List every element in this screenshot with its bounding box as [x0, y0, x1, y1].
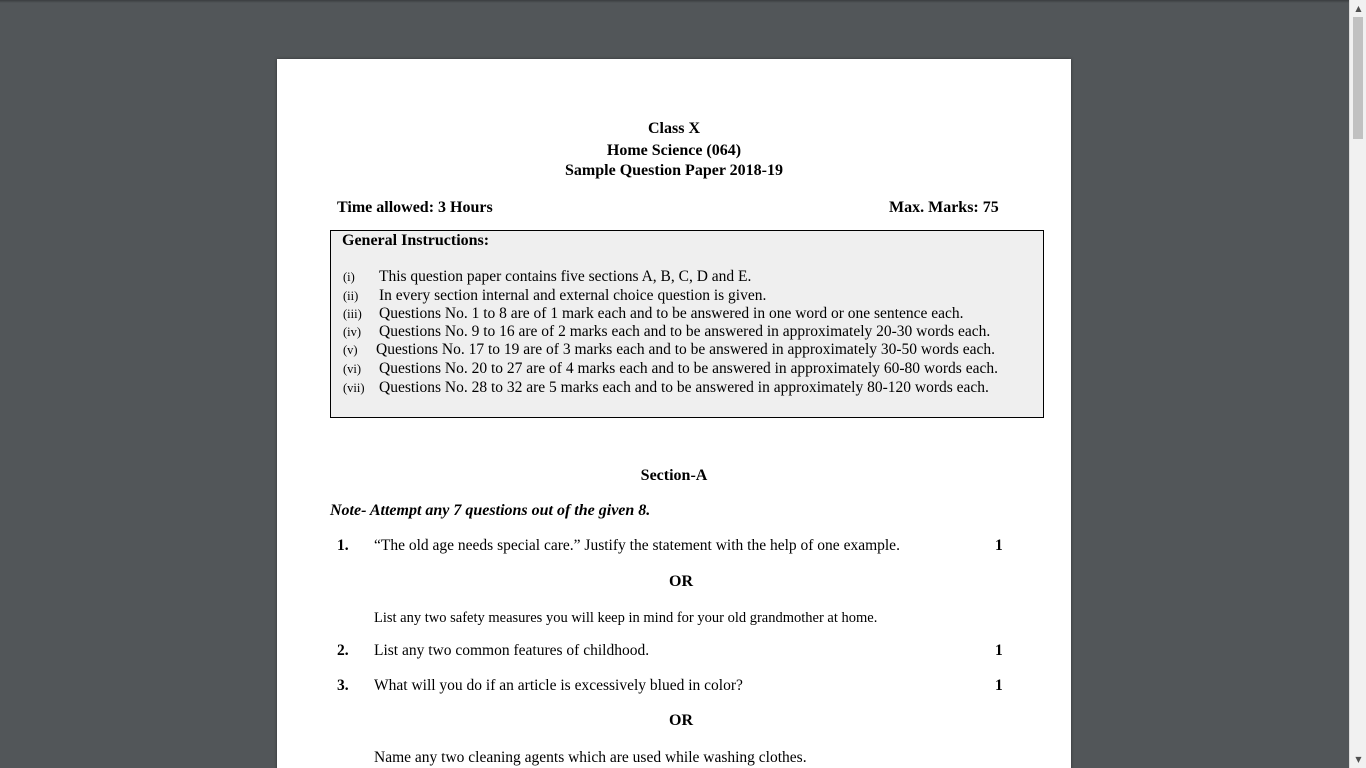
section-title: Section-A: [640, 467, 708, 484]
instruction-text: Questions No. 28 to 32 are 5 marks each and to be answered in approximately 80-120 words each.: [379, 379, 989, 396]
instruction-item: [343, 305, 964, 323]
instruction-number: (iii): [343, 307, 362, 321]
instruction-text: Questions No. 20 to 27 are of 4 marks each and to be answered in approximately 60-80 words each.: [379, 360, 998, 377]
subject-heading: Home Science (064): [606, 142, 742, 159]
instruction-number: (vi): [343, 362, 362, 376]
question-text: List any two common features of childhood.: [374, 642, 650, 659]
section-note: Note- Attempt any 7 questions out of the given 8.: [330, 502, 651, 519]
question-text: What will you do if an article is excessively blued in color?: [374, 677, 743, 694]
instruction-item: [343, 360, 998, 378]
scroll-up-icon[interactable]: ▲: [1355, 4, 1362, 13]
instruction-text: Questions No. 9 to 16 are of 2 marks each and to be answered in approximately 20-30 words each.: [379, 323, 991, 340]
alternative-question-text: Name any two cleaning agents which are used while washing clothes.: [374, 749, 807, 766]
instruction-number: (vii): [343, 381, 365, 395]
pdf-page: [277, 59, 1071, 768]
instruction-text: Questions No. 17 to 19 are of 3 marks each and to be answered in approximately 30-50 words each.: [376, 341, 995, 358]
alternative-question-text: List any two safety measures you will keep in mind for your old grandmother at home.: [374, 610, 878, 626]
vertical-scrollbar[interactable]: [1349, 0, 1366, 768]
question-marks: 1: [995, 537, 1003, 554]
instruction-item: [343, 287, 766, 305]
scrollbar-thumb[interactable]: [1353, 17, 1363, 139]
question-number: 2.: [337, 642, 349, 659]
max-marks: Max. Marks: 75: [889, 199, 999, 216]
time-allowed: Time allowed: 3 Hours: [337, 199, 493, 216]
question-marks: 1: [995, 677, 1003, 694]
instruction-number: (v): [343, 343, 358, 357]
instructions-title: General Instructions:: [342, 232, 490, 249]
question-marks: 1: [995, 642, 1003, 659]
instruction-text: This question paper contains five sections A, B, C, D and E.: [379, 268, 752, 285]
question-text: “The old age needs special care.” Justify the statement with the help of one example.: [374, 537, 900, 554]
class-heading: Class X: [647, 120, 700, 137]
instruction-text: In every section internal and external choice question is given.: [379, 287, 767, 304]
instruction-number: (iv): [343, 325, 362, 339]
toolbar-shadow: [0, 0, 1349, 3]
question-number: 3.: [337, 677, 349, 694]
or-label: OR: [669, 712, 693, 729]
paper-heading: Sample Question Paper 2018-19: [565, 162, 783, 179]
instruction-item: [343, 341, 995, 359]
instruction-number: (ii): [343, 289, 359, 303]
scroll-down-icon[interactable]: ▼: [1355, 755, 1362, 764]
instruction-item: [343, 268, 751, 286]
instruction-text: Questions No. 1 to 8 are of 1 mark each and to be answered in one word or one sentence each.: [379, 305, 964, 322]
question-number: 1.: [337, 537, 349, 554]
or-label: OR: [669, 573, 693, 590]
general-instructions-box: [330, 230, 1044, 418]
instruction-item: [343, 323, 990, 341]
instruction-number: (i): [343, 270, 355, 284]
instruction-item: [343, 379, 989, 397]
